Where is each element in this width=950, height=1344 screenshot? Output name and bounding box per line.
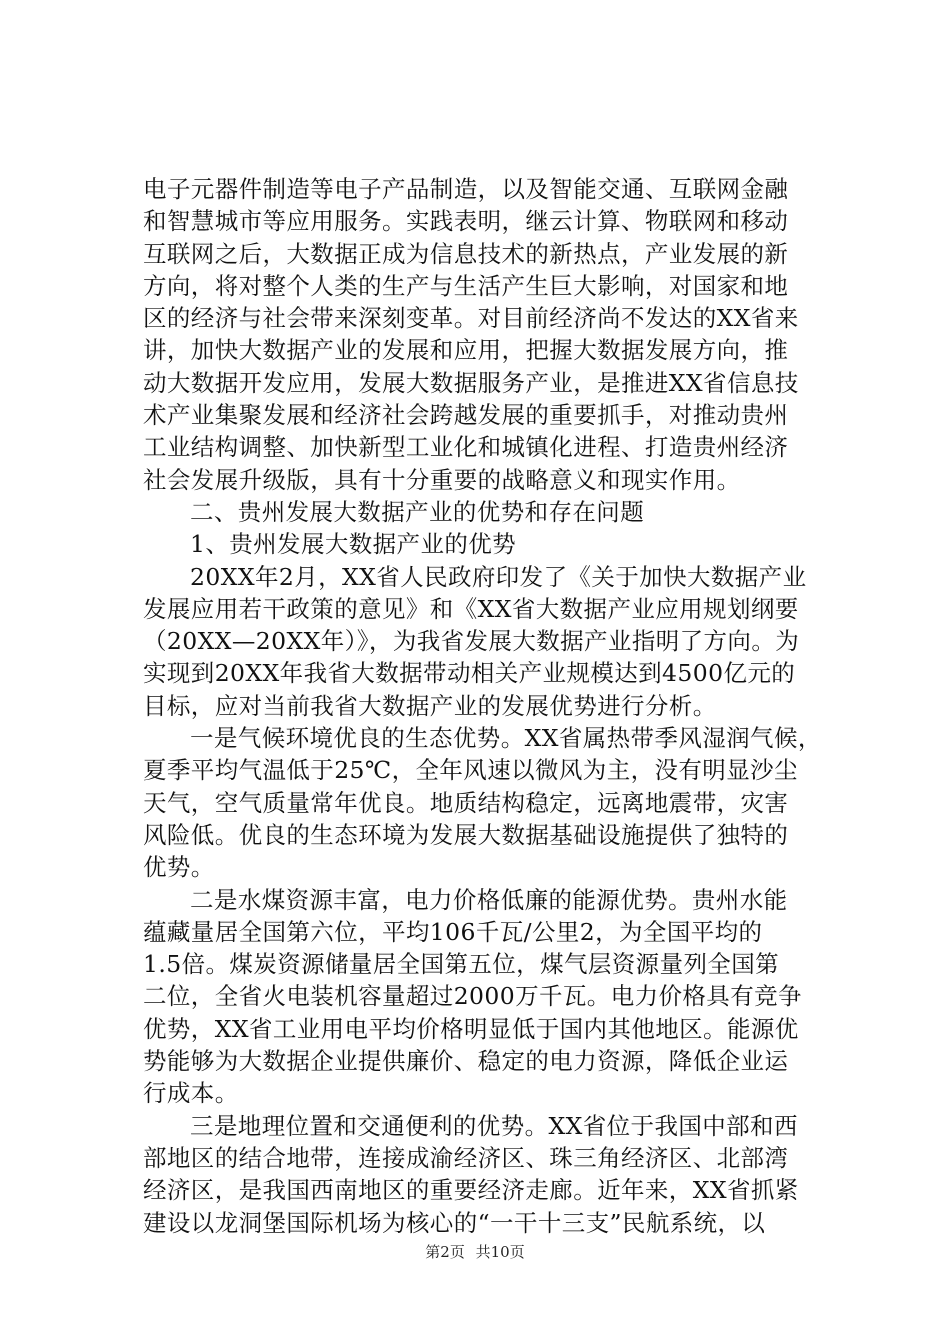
- text-line: 风险低。优良的生态环境为发展大数据基础设施提供了独特的: [143, 820, 789, 849]
- text-line: 二是水煤资源丰富，电力价格低廉的能源优势。贵州水能: [190, 885, 788, 914]
- subsection-heading: 1、贵州发展大数据产业的优势: [190, 530, 517, 559]
- text-line: 优势。: [143, 853, 215, 882]
- text-line: 术产业集聚发展和经济社会跨越发展的重要抓手，对推动贵州: [143, 401, 789, 430]
- text-line: 行成本。: [143, 1079, 239, 1108]
- text-line: 三是地理位置和交通便利的优势。XX省位于我国中部和西: [190, 1111, 798, 1140]
- text-line: 动大数据开发应用，发展大数据服务产业，是推进XX省信息技: [143, 368, 799, 397]
- text-line: 经济区，是我国西南地区的重要经济走廊。近年来，XX省抓紧: [143, 1176, 799, 1205]
- text-line: 20XX年2月，XX省人民政府印发了《关于加快大数据产业: [190, 562, 807, 591]
- text-line: 互联网之后，大数据正成为信息技术的新热点，产业发展的新: [143, 239, 789, 268]
- text-line: 部地区的结合地带，连接成渝经济区、珠三角经济区、北部湾: [143, 1143, 789, 1172]
- page-number: 第2页: [425, 1243, 465, 1261]
- text-line: 一是气候环境优良的生态优势。XX省属热带季风湿润气候，: [190, 724, 822, 753]
- text-line: 夏季平均气温低于25℃，全年风速以微风为主，没有明显沙尘: [143, 756, 798, 785]
- section-heading: 二、贵州发展大数据产业的优势和存在问题: [190, 497, 645, 526]
- text-line: 目标，应对当前我省大数据产业的发展优势进行分析。: [143, 691, 717, 720]
- text-line: 电子元器件制造等电子产品制造，以及智能交通、互联网金融: [143, 175, 789, 203]
- text-line: 工业结构调整、加快新型工业化和城镇化进程、打造贵州经济: [143, 433, 789, 462]
- text-line: 二位，全省火电装机容量超过2000万千瓦。电力价格具有竞争: [143, 982, 802, 1011]
- text-line: 区的经济与社会带来深刻变革。对目前经济尚不发达的XX省来: [143, 304, 799, 333]
- text-line: （20XX—20XX年）》，为我省发展大数据产业指明了方向。为: [143, 627, 800, 656]
- text-line: 实现到20XX年我省大数据带动相关产业规模达到4500亿元的: [143, 659, 796, 688]
- text-line: 发展应用若干政策的意见》和《XX省大数据产业应用规划纲要: [143, 594, 799, 623]
- text-line: 社会发展升级版，具有十分重要的战略意义和现实作用。: [143, 465, 741, 494]
- page-footer: [0, 1242, 950, 1262]
- text-line: 优势，XX省工业用电平均价格明显低于国内其他地区。能源优: [143, 1014, 799, 1043]
- text-line: 建设以龙洞堡国际机场为核心的“一干十三支”民航系统，以: [143, 1208, 766, 1237]
- text-line: 蕴藏量居全国第六位，平均106千瓦/公里2，为全国平均的: [143, 917, 763, 946]
- page-total: 共10页: [475, 1243, 525, 1261]
- text-line: 势能够为大数据企业提供廉价、稳定的电力资源，降低企业运: [143, 1047, 789, 1076]
- text-line: 方向，将对整个人类的生产与生活产生巨大影响，对国家和地: [143, 271, 789, 300]
- text-line: 天气，空气质量常年优良。地质结构稳定，远离地震带，灾害: [143, 788, 789, 817]
- text-line: 和智慧城市等应用服务。实践表明，继云计算、物联网和移动: [143, 207, 789, 236]
- document-body: [143, 173, 843, 1239]
- text-line: 1.5倍。煤炭资源储量居全国第五位，煤气层资源量列全国第: [143, 950, 780, 979]
- text-line: 讲，加快大数据产业的发展和应用，把握大数据发展方向，推: [143, 336, 789, 365]
